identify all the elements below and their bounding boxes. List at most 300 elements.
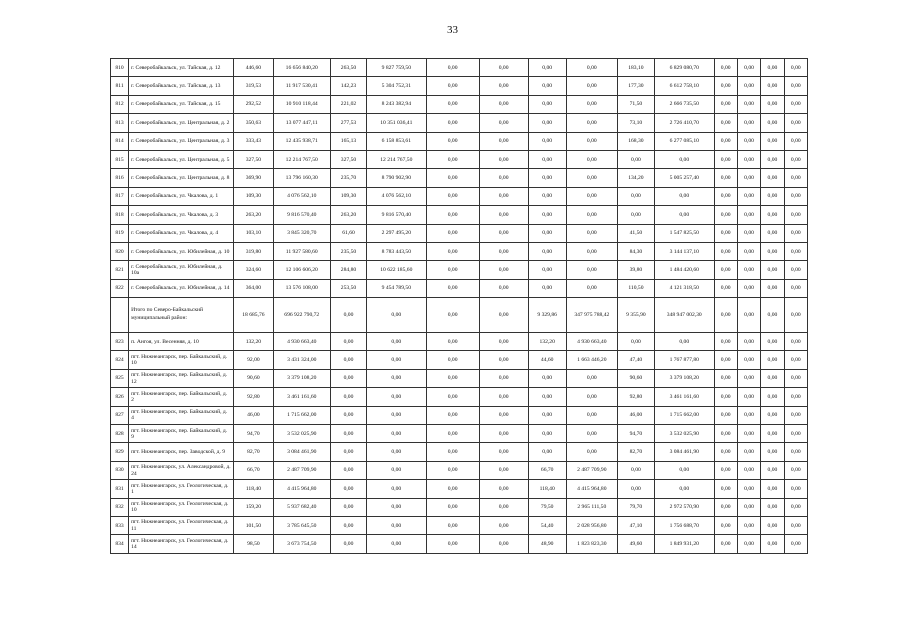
value-cell: 0,00 bbox=[479, 516, 528, 534]
value-cell: 94,70 bbox=[234, 425, 273, 443]
value-cell: 0,00 bbox=[761, 114, 784, 132]
value-cell: 0,00 bbox=[566, 388, 617, 406]
value-cell: 446,60 bbox=[234, 59, 273, 77]
value-cell: 0,00 bbox=[784, 77, 807, 95]
value-cell: 0,00 bbox=[714, 187, 737, 205]
row-number-cell: 821 bbox=[111, 261, 129, 279]
value-cell: 9 816 570,40 bbox=[367, 206, 427, 224]
value-cell: 0,00 bbox=[566, 369, 617, 387]
value-cell: 0,00 bbox=[528, 59, 566, 77]
value-cell: 0,00 bbox=[655, 333, 715, 351]
address-cell: г. Северобайкальск, ул. Тайская, д. 12 bbox=[129, 59, 234, 77]
value-cell: 0,00 bbox=[426, 425, 479, 443]
value-cell: 0,00 bbox=[566, 279, 617, 297]
value-cell: 263,20 bbox=[234, 206, 273, 224]
table-row bbox=[111, 351, 808, 369]
value-cell: 0,00 bbox=[784, 132, 807, 150]
value-cell: 0,00 bbox=[714, 150, 737, 168]
value-cell: 0,00 bbox=[426, 333, 479, 351]
address-cell: г. Северобайкальск, ул. Центральная, д. 3 bbox=[129, 132, 234, 150]
value-cell: 0,00 bbox=[367, 425, 427, 443]
value-cell: 0,00 bbox=[737, 443, 760, 461]
value-cell: 0,00 bbox=[714, 132, 737, 150]
value-cell: 348 947 002,30 bbox=[655, 298, 715, 333]
value-cell: 109,30 bbox=[330, 187, 366, 205]
value-cell: 0,00 bbox=[784, 261, 807, 279]
value-cell: 0,00 bbox=[714, 516, 737, 534]
value-cell: 9 355,90 bbox=[617, 298, 654, 333]
value-cell: 0,00 bbox=[714, 279, 737, 297]
value-cell: 0,00 bbox=[479, 95, 528, 113]
value-cell: 0,00 bbox=[566, 114, 617, 132]
value-cell: 2 028 956,80 bbox=[566, 516, 617, 534]
table-row bbox=[111, 333, 808, 351]
value-cell: 0,00 bbox=[479, 425, 528, 443]
value-cell: 92,80 bbox=[617, 388, 654, 406]
address-cell: г. Северобайкальск, ул. Центральная, д. 5 bbox=[129, 150, 234, 168]
value-cell: 0,00 bbox=[566, 406, 617, 424]
value-cell: 0,00 bbox=[784, 298, 807, 333]
value-cell: 46,00 bbox=[234, 406, 273, 424]
value-cell: 0,00 bbox=[367, 516, 427, 534]
table-row bbox=[111, 150, 808, 168]
table-row bbox=[111, 77, 808, 95]
value-cell: 2 972 570,90 bbox=[655, 498, 715, 516]
value-cell: 0,00 bbox=[479, 77, 528, 95]
value-cell: 0,00 bbox=[330, 498, 366, 516]
value-cell: 0,00 bbox=[528, 114, 566, 132]
value-cell: 2 487 709,90 bbox=[566, 461, 617, 479]
value-cell: 0,00 bbox=[737, 535, 760, 553]
value-cell: 142,23 bbox=[330, 77, 366, 95]
value-cell: 0,00 bbox=[714, 224, 737, 242]
table-row bbox=[111, 498, 808, 516]
value-cell: 0,00 bbox=[426, 535, 479, 553]
value-cell: 9 816 570,40 bbox=[273, 206, 330, 224]
row-number-cell: 825 bbox=[111, 369, 129, 387]
value-cell: 0,00 bbox=[566, 187, 617, 205]
value-cell: 0,00 bbox=[528, 95, 566, 113]
value-cell: 92,00 bbox=[234, 351, 273, 369]
value-cell: 0,00 bbox=[566, 224, 617, 242]
value-cell: 6 158 853,61 bbox=[367, 132, 427, 150]
value-cell: 0,00 bbox=[737, 406, 760, 424]
value-cell: 0,00 bbox=[714, 461, 737, 479]
address-cell: г. Северобайкальск, ул. Чкалова, д. 3 bbox=[129, 206, 234, 224]
value-cell: 0,00 bbox=[714, 535, 737, 553]
value-cell: 61,60 bbox=[330, 224, 366, 242]
value-cell: 0,00 bbox=[367, 406, 427, 424]
value-cell: 0,00 bbox=[784, 59, 807, 77]
value-cell: 0,00 bbox=[784, 516, 807, 534]
value-cell: 0,00 bbox=[426, 443, 479, 461]
value-cell: 0,00 bbox=[617, 333, 654, 351]
table-row bbox=[111, 114, 808, 132]
value-cell: 13 077 447,11 bbox=[273, 114, 330, 132]
value-cell: 134,20 bbox=[617, 169, 654, 187]
value-cell: 319,53 bbox=[234, 77, 273, 95]
value-cell: 0,00 bbox=[737, 498, 760, 516]
value-cell: 168,30 bbox=[617, 132, 654, 150]
value-cell: 12 214 767,50 bbox=[367, 150, 427, 168]
value-cell: 0,00 bbox=[617, 150, 654, 168]
value-cell: 0,00 bbox=[714, 95, 737, 113]
value-cell: 0,00 bbox=[737, 59, 760, 77]
address-cell: пгт. Нижнеангарск, пер. Заводской, д. 9 bbox=[129, 443, 234, 461]
value-cell: 0,00 bbox=[367, 480, 427, 498]
value-cell: 327,50 bbox=[330, 150, 366, 168]
value-cell: 0,00 bbox=[714, 333, 737, 351]
value-cell: 0,00 bbox=[566, 77, 617, 95]
value-cell: 0,00 bbox=[761, 498, 784, 516]
table-row bbox=[111, 169, 808, 187]
value-cell: 0,00 bbox=[367, 498, 427, 516]
value-cell: 3 461 161,60 bbox=[273, 388, 330, 406]
value-cell: 0,00 bbox=[479, 443, 528, 461]
value-cell: 0,00 bbox=[426, 206, 479, 224]
value-cell: 12 435 938,71 bbox=[273, 132, 330, 150]
value-cell: 8 783 443,50 bbox=[367, 242, 427, 260]
value-cell: 1 663 446,20 bbox=[566, 351, 617, 369]
value-cell: 6 277 085,10 bbox=[655, 132, 715, 150]
address-cell: г. Северобайкальск, ул. Центральная, д. 2 bbox=[129, 114, 234, 132]
value-cell: 0,00 bbox=[714, 261, 737, 279]
value-cell: 2 297 495,20 bbox=[367, 224, 427, 242]
value-cell: 110,50 bbox=[617, 279, 654, 297]
value-cell: 0,00 bbox=[761, 224, 784, 242]
value-cell: 253,50 bbox=[330, 279, 366, 297]
value-cell: 0,00 bbox=[714, 114, 737, 132]
value-cell: 13 576 108,00 bbox=[273, 279, 330, 297]
value-cell: 4 415 964,80 bbox=[273, 480, 330, 498]
value-cell: 10 351 036,41 bbox=[367, 114, 427, 132]
table-row bbox=[111, 261, 808, 279]
value-cell: 0,00 bbox=[737, 224, 760, 242]
table-row bbox=[111, 242, 808, 260]
address-cell: г. Северобайкальск, ул. Юбилейная, д. 10 bbox=[129, 242, 234, 260]
value-cell: 0,00 bbox=[784, 369, 807, 387]
address-cell: пгт. Нижнеангарск, пер. Байкальский, д. 12 bbox=[129, 369, 234, 387]
address-cell: г. Северобайкальск, ул. Тайская, д. 13 bbox=[129, 77, 234, 95]
value-cell: 0,00 bbox=[737, 516, 760, 534]
value-cell: 0,00 bbox=[784, 425, 807, 443]
value-cell: 73,10 bbox=[617, 114, 654, 132]
value-cell: 0,00 bbox=[426, 261, 479, 279]
value-cell: 66,70 bbox=[528, 461, 566, 479]
value-cell: 0,00 bbox=[737, 261, 760, 279]
value-cell: 333,43 bbox=[234, 132, 273, 150]
value-cell: 0,00 bbox=[761, 516, 784, 534]
address-cell: пгт. Нижнеангарск, ул. Геологическая, д. 1 bbox=[129, 480, 234, 498]
row-number-cell: 817 bbox=[111, 187, 129, 205]
value-cell: 3 673 754,50 bbox=[273, 535, 330, 553]
value-cell: 0,00 bbox=[655, 206, 715, 224]
value-cell: 0,00 bbox=[761, 333, 784, 351]
address-cell: пгт. Нижнеангарск, пер. Байкальский, д. 9 bbox=[129, 425, 234, 443]
value-cell: 109,30 bbox=[234, 187, 273, 205]
value-cell: 0,00 bbox=[426, 351, 479, 369]
value-cell: 9 329,86 bbox=[528, 298, 566, 333]
value-cell: 1 484 420,60 bbox=[655, 261, 715, 279]
value-cell: 84,30 bbox=[617, 242, 654, 260]
value-cell: 0,00 bbox=[714, 169, 737, 187]
table-row bbox=[111, 206, 808, 224]
value-cell: 0,00 bbox=[566, 95, 617, 113]
value-cell: 4 121 318,50 bbox=[655, 279, 715, 297]
value-cell: 0,00 bbox=[761, 279, 784, 297]
row-number-cell: 813 bbox=[111, 114, 129, 132]
value-cell: 0,00 bbox=[566, 242, 617, 260]
value-cell: 0,00 bbox=[737, 206, 760, 224]
value-cell: 0,00 bbox=[426, 242, 479, 260]
value-cell: 0,00 bbox=[479, 333, 528, 351]
value-cell: 0,00 bbox=[479, 59, 528, 77]
value-cell: 8 790 902,90 bbox=[367, 169, 427, 187]
value-cell: 0,00 bbox=[761, 59, 784, 77]
total-row bbox=[111, 298, 808, 333]
table-row bbox=[111, 480, 808, 498]
value-cell: 0,00 bbox=[761, 95, 784, 113]
value-cell: 0,00 bbox=[761, 261, 784, 279]
value-cell: 0,00 bbox=[714, 498, 737, 516]
value-cell: 13 796 160,30 bbox=[273, 169, 330, 187]
value-cell: 0,00 bbox=[737, 333, 760, 351]
row-number-cell: 818 bbox=[111, 206, 129, 224]
value-cell: 0,00 bbox=[367, 298, 427, 333]
value-cell: 6 829 080,70 bbox=[655, 59, 715, 77]
value-cell: 0,00 bbox=[330, 406, 366, 424]
value-cell: 0,00 bbox=[528, 187, 566, 205]
value-cell: 39,80 bbox=[617, 261, 654, 279]
row-number-cell: 832 bbox=[111, 498, 129, 516]
row-number-cell: 830 bbox=[111, 461, 129, 479]
value-cell: 0,00 bbox=[737, 242, 760, 260]
value-cell: 0,00 bbox=[761, 480, 784, 498]
value-cell: 0,00 bbox=[784, 480, 807, 498]
value-cell: 0,00 bbox=[479, 242, 528, 260]
value-cell: 0,00 bbox=[714, 443, 737, 461]
value-cell: 101,50 bbox=[234, 516, 273, 534]
value-cell: 0,00 bbox=[426, 132, 479, 150]
value-cell: 47,10 bbox=[617, 516, 654, 534]
value-cell: 2 487 709,90 bbox=[273, 461, 330, 479]
value-cell: 0,00 bbox=[426, 114, 479, 132]
value-cell: 364,00 bbox=[234, 279, 273, 297]
value-cell: 0,00 bbox=[479, 150, 528, 168]
value-cell: 0,00 bbox=[367, 388, 427, 406]
value-cell: 0,00 bbox=[367, 333, 427, 351]
value-cell: 0,00 bbox=[426, 406, 479, 424]
value-cell: 0,00 bbox=[714, 59, 737, 77]
value-cell: 0,00 bbox=[655, 480, 715, 498]
value-cell: 0,00 bbox=[528, 224, 566, 242]
value-cell: 0,00 bbox=[479, 351, 528, 369]
table-row bbox=[111, 425, 808, 443]
value-cell: 0,00 bbox=[479, 132, 528, 150]
value-cell: 235,70 bbox=[330, 169, 366, 187]
address-cell: пгт. Нижнеангарск, пер. Байкальский, д. 10 bbox=[129, 351, 234, 369]
value-cell: 3 845 320,70 bbox=[273, 224, 330, 242]
value-cell: 0,00 bbox=[784, 351, 807, 369]
row-number-cell: 831 bbox=[111, 480, 129, 498]
value-cell: 0,00 bbox=[784, 187, 807, 205]
value-cell: 0,00 bbox=[528, 279, 566, 297]
value-cell: 0,00 bbox=[479, 261, 528, 279]
value-cell: 0,00 bbox=[617, 461, 654, 479]
value-cell: 0,00 bbox=[737, 169, 760, 187]
value-cell: 0,00 bbox=[737, 279, 760, 297]
value-cell: 1 767 877,80 bbox=[655, 351, 715, 369]
row-number-cell bbox=[111, 298, 129, 333]
table-row bbox=[111, 95, 808, 113]
value-cell: 0,00 bbox=[737, 187, 760, 205]
value-cell: 0,00 bbox=[566, 169, 617, 187]
value-cell: 0,00 bbox=[714, 298, 737, 333]
value-cell: 6 612 758,10 bbox=[655, 77, 715, 95]
value-cell: 159,20 bbox=[234, 498, 273, 516]
value-cell: 277,53 bbox=[330, 114, 366, 132]
value-cell: 0,00 bbox=[784, 242, 807, 260]
value-cell: 324,60 bbox=[234, 261, 273, 279]
row-number-cell: 812 bbox=[111, 95, 129, 113]
row-number-cell: 814 bbox=[111, 132, 129, 150]
table-row bbox=[111, 369, 808, 387]
value-cell: 0,00 bbox=[367, 351, 427, 369]
value-cell: 0,00 bbox=[761, 351, 784, 369]
value-cell: 0,00 bbox=[737, 425, 760, 443]
value-cell: 0,00 bbox=[330, 388, 366, 406]
value-cell: 10 910 118,44 bbox=[273, 95, 330, 113]
value-cell: 132,20 bbox=[528, 333, 566, 351]
value-cell: 46,00 bbox=[617, 406, 654, 424]
housing-table bbox=[110, 58, 808, 554]
value-cell: 0,00 bbox=[761, 242, 784, 260]
value-cell: 44,60 bbox=[528, 351, 566, 369]
row-number-cell: 824 bbox=[111, 351, 129, 369]
value-cell: 0,00 bbox=[479, 206, 528, 224]
value-cell: 0,00 bbox=[479, 187, 528, 205]
value-cell: 0,00 bbox=[479, 114, 528, 132]
value-cell: 0,00 bbox=[737, 369, 760, 387]
value-cell: 0,00 bbox=[426, 388, 479, 406]
value-cell: 0,00 bbox=[367, 369, 427, 387]
value-cell: 0,00 bbox=[426, 150, 479, 168]
value-cell: 0,00 bbox=[566, 261, 617, 279]
value-cell: 319,80 bbox=[234, 242, 273, 260]
value-cell: 0,00 bbox=[330, 369, 366, 387]
value-cell: 350,63 bbox=[234, 114, 273, 132]
row-number-cell: 834 bbox=[111, 535, 129, 553]
value-cell: 0,00 bbox=[784, 114, 807, 132]
value-cell: 0,00 bbox=[367, 443, 427, 461]
value-cell: 0,00 bbox=[617, 480, 654, 498]
row-number-cell: 823 bbox=[111, 333, 129, 351]
value-cell: 0,00 bbox=[479, 498, 528, 516]
value-cell: 3 144 137,10 bbox=[655, 242, 715, 260]
value-cell: 0,00 bbox=[330, 461, 366, 479]
address-cell: пгт. Нижнеангарск, ул. Александровой, д. 24 bbox=[129, 461, 234, 479]
value-cell: 0,00 bbox=[330, 351, 366, 369]
value-cell: 0,00 bbox=[761, 298, 784, 333]
value-cell: 0,00 bbox=[330, 535, 366, 553]
value-cell: 79,70 bbox=[617, 498, 654, 516]
value-cell: 0,00 bbox=[761, 150, 784, 168]
address-cell: г. Северобайкальск, ул. Юбилейная, д. 10а bbox=[129, 261, 234, 279]
value-cell: 0,00 bbox=[737, 77, 760, 95]
value-cell: 5 304 752,31 bbox=[367, 77, 427, 95]
value-cell: 3 379 108,20 bbox=[655, 369, 715, 387]
value-cell: 0,00 bbox=[761, 443, 784, 461]
value-cell: 0,00 bbox=[528, 206, 566, 224]
value-cell: 0,00 bbox=[714, 480, 737, 498]
value-cell: 0,00 bbox=[761, 388, 784, 406]
value-cell: 292,52 bbox=[234, 95, 273, 113]
value-cell: 0,00 bbox=[479, 388, 528, 406]
value-cell: 0,00 bbox=[761, 187, 784, 205]
value-cell: 18 685,76 bbox=[234, 298, 273, 333]
value-cell: 0,00 bbox=[617, 206, 654, 224]
value-cell: 0,00 bbox=[737, 114, 760, 132]
value-cell: 0,00 bbox=[528, 132, 566, 150]
value-cell: 3 084 461,90 bbox=[273, 443, 330, 461]
value-cell: 0,00 bbox=[426, 298, 479, 333]
value-cell: 327,50 bbox=[234, 150, 273, 168]
value-cell: 3 532 025,90 bbox=[273, 425, 330, 443]
value-cell: 3 379 108,20 bbox=[273, 369, 330, 387]
row-number-cell: 819 bbox=[111, 224, 129, 242]
value-cell: 0,00 bbox=[761, 206, 784, 224]
row-number-cell: 816 bbox=[111, 169, 129, 187]
value-cell: 1 715 662,00 bbox=[655, 406, 715, 424]
value-cell: 1 715 662,00 bbox=[273, 406, 330, 424]
value-cell: 4 930 663,40 bbox=[566, 333, 617, 351]
value-cell: 0,00 bbox=[784, 461, 807, 479]
row-number-cell: 815 bbox=[111, 150, 129, 168]
value-cell: 2 965 111,50 bbox=[566, 498, 617, 516]
value-cell: 0,00 bbox=[566, 206, 617, 224]
value-cell: 0,00 bbox=[784, 279, 807, 297]
value-cell: 0,00 bbox=[528, 443, 566, 461]
address-cell: г. Северобайкальск, ул. Центральная, д. 8 bbox=[129, 169, 234, 187]
value-cell: 0,00 bbox=[367, 535, 427, 553]
value-cell: 0,00 bbox=[528, 169, 566, 187]
value-cell: 0,00 bbox=[426, 77, 479, 95]
value-cell: 11 927 580,60 bbox=[273, 242, 330, 260]
value-cell: 0,00 bbox=[479, 480, 528, 498]
value-cell: 0,00 bbox=[566, 132, 617, 150]
value-cell: 0,00 bbox=[426, 461, 479, 479]
value-cell: 0,00 bbox=[784, 150, 807, 168]
value-cell: 369,90 bbox=[234, 169, 273, 187]
value-cell: 90,60 bbox=[234, 369, 273, 387]
address-cell: Итого по Северо-Байкальский муниципальный район: bbox=[129, 298, 234, 333]
value-cell: 66,70 bbox=[234, 461, 273, 479]
value-cell: 0,00 bbox=[737, 298, 760, 333]
value-cell: 103,10 bbox=[234, 224, 273, 242]
value-cell: 0,00 bbox=[426, 169, 479, 187]
value-cell: 0,00 bbox=[784, 443, 807, 461]
address-cell: г. Северобайкальск, ул. Юбилейная, д. 14 bbox=[129, 279, 234, 297]
value-cell: 132,20 bbox=[234, 333, 273, 351]
value-cell: 0,00 bbox=[528, 388, 566, 406]
value-cell: 94,70 bbox=[617, 425, 654, 443]
value-cell: 4 930 663,40 bbox=[273, 333, 330, 351]
value-cell: 0,00 bbox=[528, 261, 566, 279]
value-cell: 0,00 bbox=[426, 480, 479, 498]
value-cell: 0,00 bbox=[566, 59, 617, 77]
address-cell: г. Северобайкальск, ул. Тайская, д. 15 bbox=[129, 95, 234, 113]
value-cell: 0,00 bbox=[528, 425, 566, 443]
